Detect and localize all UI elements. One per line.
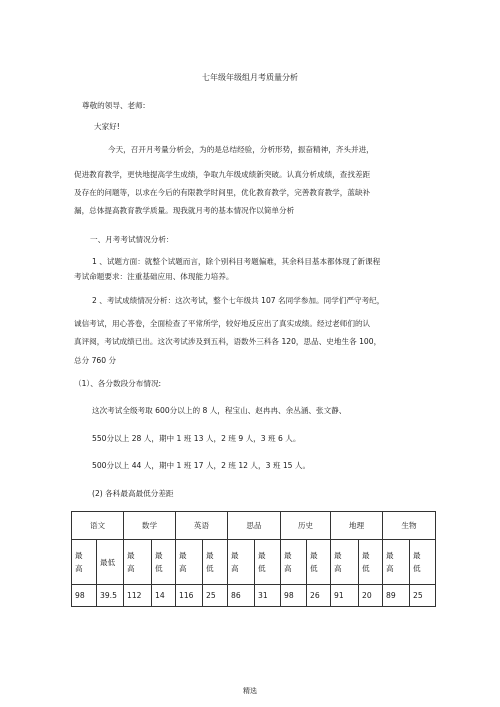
score-cell: 25 [203,585,228,607]
min-header-cell: 最 低 [152,540,176,585]
score-cell: 112 [124,585,152,607]
subsection-heading: (2) 各科最高最低分差距 [92,489,174,498]
score-table [71,511,436,607]
max-header-cell: 最 高 [176,540,203,585]
paragraph-line: 漏，总体提高教育教学质量。现我就月考的基本情况作以简单分析 [74,206,295,215]
score-cell: 116 [176,585,203,607]
paragraph-line: 诚信考试，用心答卷，全面检查了平常所学，较好地反应出了真实成绩。经过老师们的认 [74,319,371,328]
subject-header: 历史 [281,512,331,540]
min-header-cell: 最 低 [410,540,436,585]
score-cell: 86 [228,585,255,607]
table-value-row [72,585,436,607]
paragraph-line: 及存在的问题等，以求在今后的有限教学时间里，优化教育教学，完善教育教学，蓝缺补 [74,188,371,197]
paragraph-line: 促进教育教学，更快地提高学生成绩，争取九年级成绩新突破。认真分析成绩，查找差距 [74,170,371,179]
paragraph-line: 2 、考试成绩情况分析：这次考试，整个七年级共 107 名同学参加。同学们严守考纪， [92,296,385,305]
score-cell: 98 [72,585,97,607]
max-header-cell: 最 高 [331,540,359,585]
score-cell: 39.5 [97,585,124,607]
paragraph-line: 1 、试题方面：就整个试题而言，除个别科目考题偏难，其余科目基本都体现了新课程 [92,257,381,266]
salutation: 尊敬的领导、老师: [82,101,146,110]
section-heading: 一、月考考试情况分析： [90,235,174,244]
paragraph-line: 考试命题要求：注重基础应用、体现能力培养。 [74,272,234,281]
table-header-row [72,512,436,540]
max-header-cell: 最 高 [228,540,255,585]
max-header-cell: 最 高 [72,540,97,585]
max-header-cell: 最 高 [383,540,410,585]
score-cell: 26 [307,585,331,607]
paragraph-line: 真评阅，考试成绩已出。这次考试涉及到五科，语数外三科各 120，思品、史地生各 100， [74,337,382,346]
score-cell: 14 [152,585,176,607]
subject-header: 英语 [176,512,228,540]
min-header-cell: 最 低 [255,540,281,585]
distribution-line: 500分以上 44 人，期中 1 班 17 人，2 班 12 人，3 班 15 人。 [92,461,311,470]
score-cell: 89 [383,585,410,607]
page-footer: 精选 [243,687,257,695]
distribution-line: 这次考试全级考取 600分以上的 8 人，程宝山、赵冉冉、余丛涵、张文静、 [92,406,347,415]
score-cell: 20 [359,585,383,607]
subject-header: 地理 [331,512,383,540]
distribution-line: 550分以上 28 人，期中 1 班 13 人，2 班 9 人，3 班 6 人。 [92,434,301,443]
table-subheader-row [72,540,436,585]
score-cell: 31 [255,585,281,607]
subject-header: 思品 [228,512,281,540]
document-title: 七年级年级组月考质量分析 [202,73,298,82]
paragraph-line: 总分 760 分 [74,356,117,365]
max-header-cell: 最 高 [281,540,307,585]
subsection-heading: （1）、各分数段分布情况: [74,379,162,388]
subject-header: 数学 [124,512,176,540]
greeting: 大家好! [94,122,120,131]
score-cell: 91 [331,585,359,607]
min-header-cell: 最 低 [203,540,228,585]
subject-header: 生物 [383,512,436,540]
min-header-cell: 最 低 [307,540,331,585]
min-header-cell: 最低 [97,540,124,585]
score-cell: 98 [281,585,307,607]
max-header-cell: 最 高 [124,540,152,585]
score-cell: 25 [410,585,436,607]
subject-header: 语文 [72,512,124,540]
paragraph-line: 今天，召开月考量分析会，为的是总结经验，分析形势，振奋精神，齐头并进， [108,145,374,154]
min-header-cell: 最 低 [359,540,383,585]
